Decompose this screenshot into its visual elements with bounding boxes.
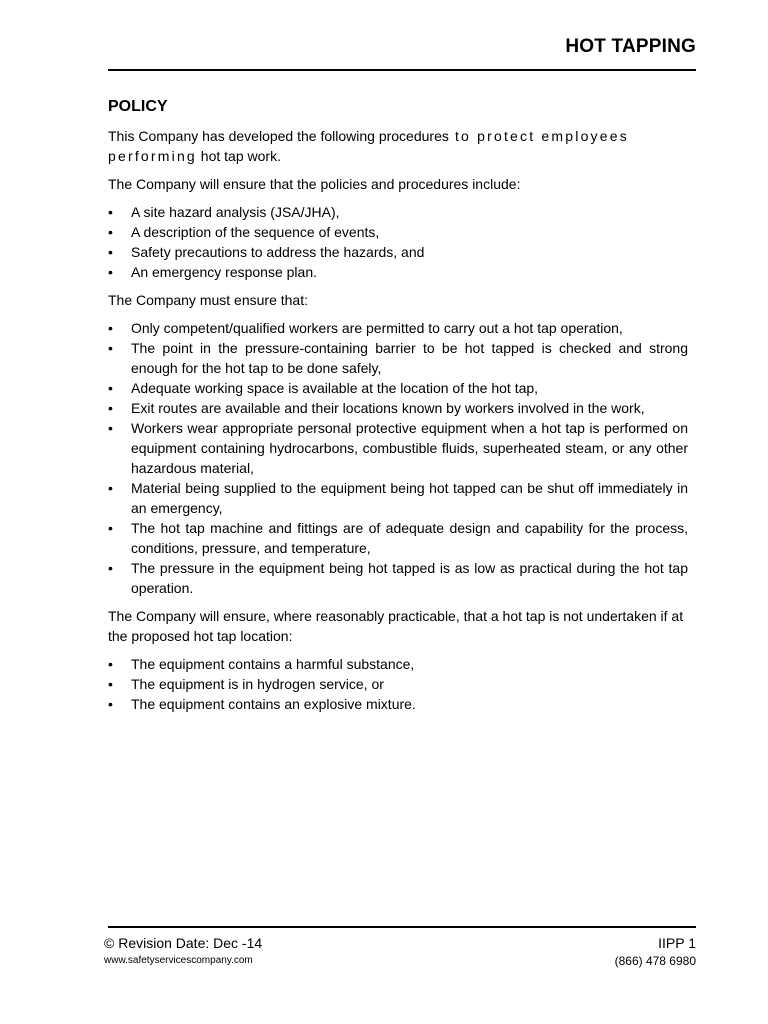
bullet-icon: • <box>108 204 113 220</box>
bullet-icon: • <box>108 320 113 336</box>
list-item: • The point in the pressure-containing barrier to be hot tapped is checked and strong enough for the hot tap to be done safely, <box>108 340 688 376</box>
list-item: • Adequate working space is available at the location of the hot tap, <box>108 380 539 396</box>
not-list <box>108 654 688 714</box>
bullet-icon: • <box>108 420 113 436</box>
not-paragraph: The Company will ensure, where reasonably practicable, that a hot tap is not undertaken if at the proposed hot tap location: <box>108 608 684 644</box>
bullet-icon: • <box>108 480 113 496</box>
intro-text-2: hot tap work. <box>196 148 281 164</box>
page-number: IIPP 1 <box>658 935 696 951</box>
header-divider <box>108 69 696 71</box>
intro-paragraph <box>108 126 688 166</box>
bullet-icon: • <box>108 244 113 260</box>
list-item: • An emergency response plan. <box>108 264 317 280</box>
list-item: • The equipment contains a harmful substance, <box>108 656 415 672</box>
revision-date: © Revision Date: Dec -14 <box>104 935 263 951</box>
section-heading: POLICY <box>108 98 168 115</box>
list-item: • Material being supplied to the equipment being hot tapped can be shut off immediately in an emergency, <box>108 480 688 516</box>
include-paragraph: The Company will ensure that the policies and procedures include: <box>108 176 521 192</box>
list-item: • The equipment is in hydrogen service, or <box>108 676 384 692</box>
phone-number: (866) 478 6980 <box>614 954 696 968</box>
bullet-icon: • <box>108 400 113 416</box>
must-list <box>108 318 688 598</box>
must-paragraph: The Company must ensure that: <box>108 292 308 308</box>
bullet-icon: • <box>108 264 113 280</box>
list-item: • The equipment contains an explosive mixture. <box>108 696 416 712</box>
footer-divider <box>108 926 696 928</box>
list-item: • A site hazard analysis (JSA/JHA), <box>108 204 340 220</box>
bullet-icon: • <box>108 656 113 672</box>
list-item: • Exit routes are available and their locations known by workers involved in the work, <box>108 400 645 416</box>
list-item: • The pressure in the equipment being hot tapped is as low as practical during the hot tap operation. <box>108 560 688 596</box>
bullet-icon: • <box>108 676 113 692</box>
intro-text-spaced: to protect employees performing <box>108 128 629 164</box>
website-link[interactable]: www.safetyservicescompany.com <box>104 955 253 966</box>
list-item: • Only competent/qualified workers are permitted to carry out a hot tap operation, <box>108 320 623 336</box>
intro-text-1: This Company has developed the following procedures <box>108 128 449 144</box>
bullet-icon: • <box>108 224 113 240</box>
include-list <box>108 202 688 282</box>
bullet-icon: • <box>108 560 113 576</box>
list-item: • The hot tap machine and fittings are of adequate design and capability for the process, conditions, pressure, and temperature, <box>108 520 688 556</box>
bullet-icon: • <box>108 520 113 536</box>
list-item: • A description of the sequence of events, <box>108 224 380 240</box>
bullet-icon: • <box>108 340 113 356</box>
policy-section <box>108 96 688 722</box>
bullet-icon: • <box>108 380 113 396</box>
list-item: • Workers wear appropriate personal protective equipment when a hot tap is performed on equipment containing hydrocarbons, combustible fluids, superheated steam, or any other hazardous material, <box>108 420 688 476</box>
bullet-icon: • <box>108 696 113 712</box>
list-item: • Safety precautions to address the hazards, and <box>108 244 425 260</box>
page-title: HOT TAPPING <box>565 36 696 57</box>
